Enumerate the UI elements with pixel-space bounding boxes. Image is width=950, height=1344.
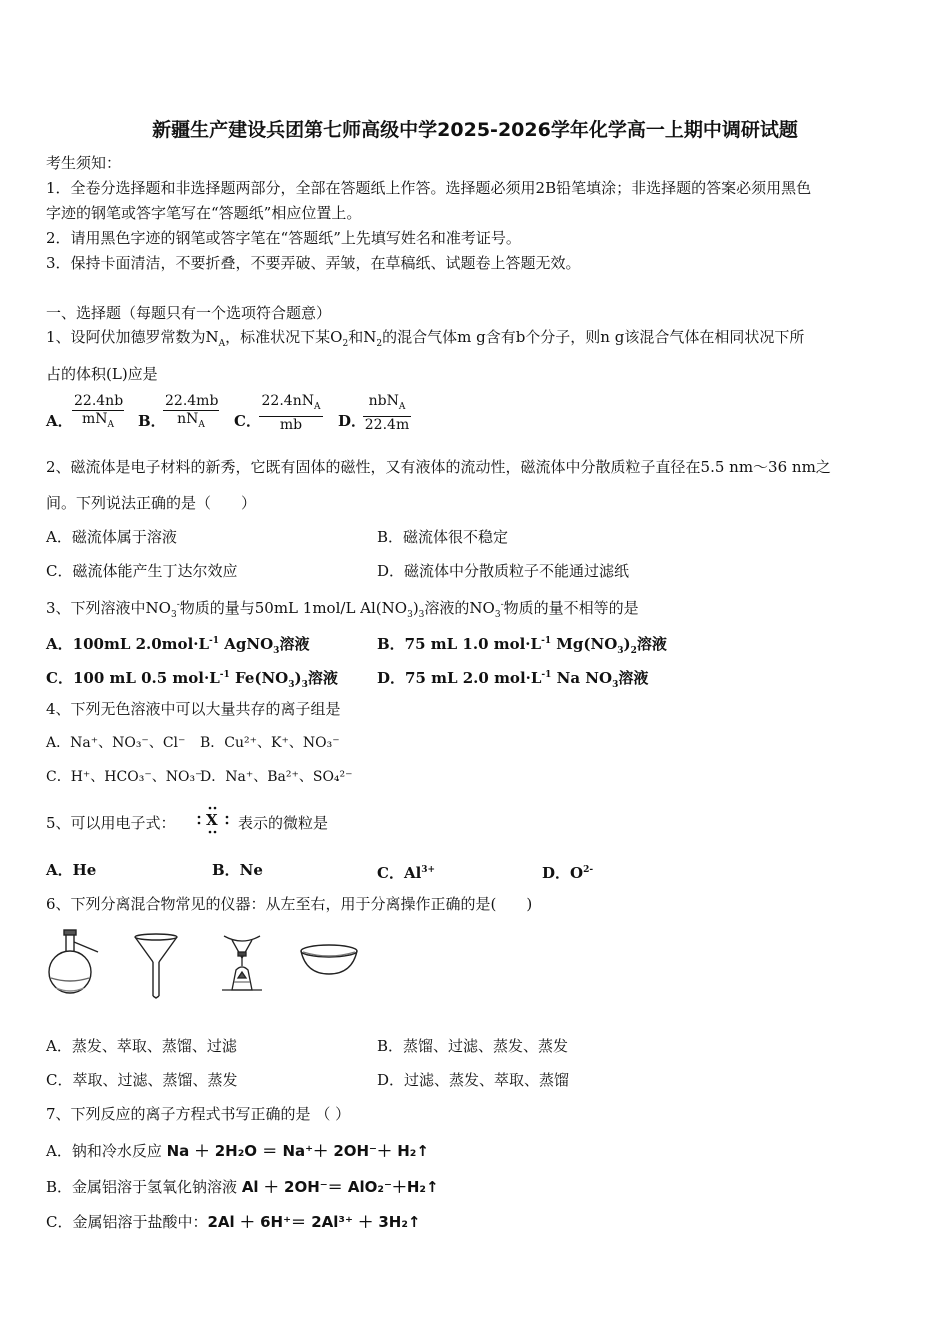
q3-stem: 3、下列溶液中$NO_3^-$物质的量与50mL 1mol/L $Al(NO_3)_3$溶液的$NO_3^-$物质的量不相等的是 [46,599,639,620]
q5-option-d: D．$O^{2-}$ [542,864,594,882]
q4-option-c: C．H⁺、HCO₃⁻、NO₃⁻ [46,769,203,785]
notice-item-2: 2．请用黑色字迹的钢笔或答字笔在“答题纸”上先填写姓名和准考证号。 [46,229,521,247]
q7-stem: 7、下列反应的离子方程式书写正确的是 （ ） [46,1105,351,1123]
notice-item-1: 1．全卷分选择题和非选择题两部分，全部在答题纸上作答。选择题必须用2B铅笔填涂；非选择题的答案必须用黑色 [46,179,812,197]
q2-option-d: D．磁流体中分散质粒子不能通过滤纸 [377,562,630,580]
q5-option-b: B．Ne [212,861,263,879]
q6-option-a: A．蒸发、萃取、蒸馏、过滤 [46,1037,237,1055]
q6-option-b: B．蒸馏、过滤、蒸发、蒸发 [377,1037,569,1055]
q7-option-b: B．金属铝溶于氢氧化钠溶液 Al ＋ 2OH⁻＝ AlO₂⁻＋H₂↑ [46,1178,439,1196]
notice-item-1-cont: 字迹的钢笔或答字笔写在“答题纸”相应位置上。 [46,204,362,222]
electron-dot-formula [194,803,234,837]
q1-option-d-label: D． [338,412,367,430]
evaporating-dish-icon [298,942,360,978]
funnel-icon [130,932,182,1000]
q7-option-c: C．金属铝溶于盐酸中：2Al ＋ 6H⁺＝ 2Al³⁺ ＋ 3H₂↑ [46,1213,421,1231]
q5-option-a: A．He [46,861,97,879]
element-symbol: X [206,811,218,829]
q4-stem: 4、下列无色溶液中可以大量共存的离子组是 [46,700,341,718]
q1-option-b-label: B． [138,412,166,430]
q1-option-c-label: C． [234,412,261,430]
distillation-flask-icon [44,928,104,1000]
q3-option-c: C．100 mL 0.5 $mol\cdot L^{-1}$ $Fe(NO_3)_3$溶液 [46,669,338,690]
q2-stem: 2、磁流体是电子材料的新秀，它既有固体的磁性，又有液体的流动性，磁流体中分散质粒子直径在5.5 nm～36 nm之 [46,458,831,476]
q7-option-a: A．钠和冷水反应 Na ＋ 2H₂O ＝ Na⁺＋ 2OH⁻＋ H₂↑ [46,1142,429,1160]
q6-option-d: D．过滤、蒸发、萃取、蒸馏 [377,1071,570,1089]
q1-stem-cont: 占的体积(L)应是 [46,365,158,383]
page-title: 新疆生产建设兵团第七师高级中学2025-2026学年化学高一上期中调研试题 [152,119,798,141]
q2-option-a: A．磁流体属于溶液 [46,528,177,546]
q3-option-a: A．100mL $2.0mol\cdot L^{-1}$ AgNO$_3$溶液 [46,635,310,656]
separatory-funnel-icon [214,932,270,994]
q5-option-c: C．$Al^{3+}$ [377,864,436,882]
q2-stem-cont: 间。下列说法正确的是（ ） [46,494,257,512]
q3-option-d: D．75 mL 2.0 $mol\cdot L^{-1}$ Na $NO_3$溶液 [377,669,649,690]
q2-option-b: B．磁流体很不稳定 [377,528,509,546]
q1-option-a-fraction: 22.4nb $mN_A$ [74,393,124,430]
q1-option-b-fraction: 22.4mb $nN_A$ [165,393,219,430]
q5-stem-end: 表示的微粒是 [238,814,329,832]
q4-option-b: B．Cu²⁺、K⁺、NO₃⁻ [200,735,340,751]
q1-option-a-label: A． [46,412,73,430]
q3-option-b: B．75 mL 1.0 $mol\cdot L^{-1}$ $Mg(NO_3)_2$溶液 [377,635,667,656]
q4-option-a: A．Na⁺、NO₃⁻、Cl⁻ [46,735,186,751]
q1-option-d-fraction: nbN$_A$ 22.4m [364,393,410,433]
notice-item-3: 3．保持卡面清洁，不要折叠，不要弄破、弄皱，在草稿纸、试题卷上答题无效。 [46,254,581,272]
q6-stem: 6、下列分离混合物常见的仪器：从左至右，用于分离操作正确的是( ) [46,895,533,913]
notice-heading: 考生须知： [46,154,122,172]
q6-option-c: C．萃取、过滤、蒸馏、蒸发 [46,1071,238,1089]
q4-option-d: D．Na⁺、Ba²⁺、SO₄²⁻ [200,769,353,785]
q1-option-c-fraction: $22.4nN_A$ mb [259,393,323,434]
q1-stem: 1、设阿伏加德罗常数为$N_A$，标准状况下某$O_2$和$N_2$的混合气体m g含有b个分子，则n g该混合气体在相同状况下所 [46,328,805,349]
section-heading: 一、选择题（每题只有一个选项符合题意） [46,304,332,322]
q2-option-c: C．磁流体能产生丁达尔效应 [46,562,238,580]
q5-stem-start: 5、可以用电子式： [46,814,176,832]
